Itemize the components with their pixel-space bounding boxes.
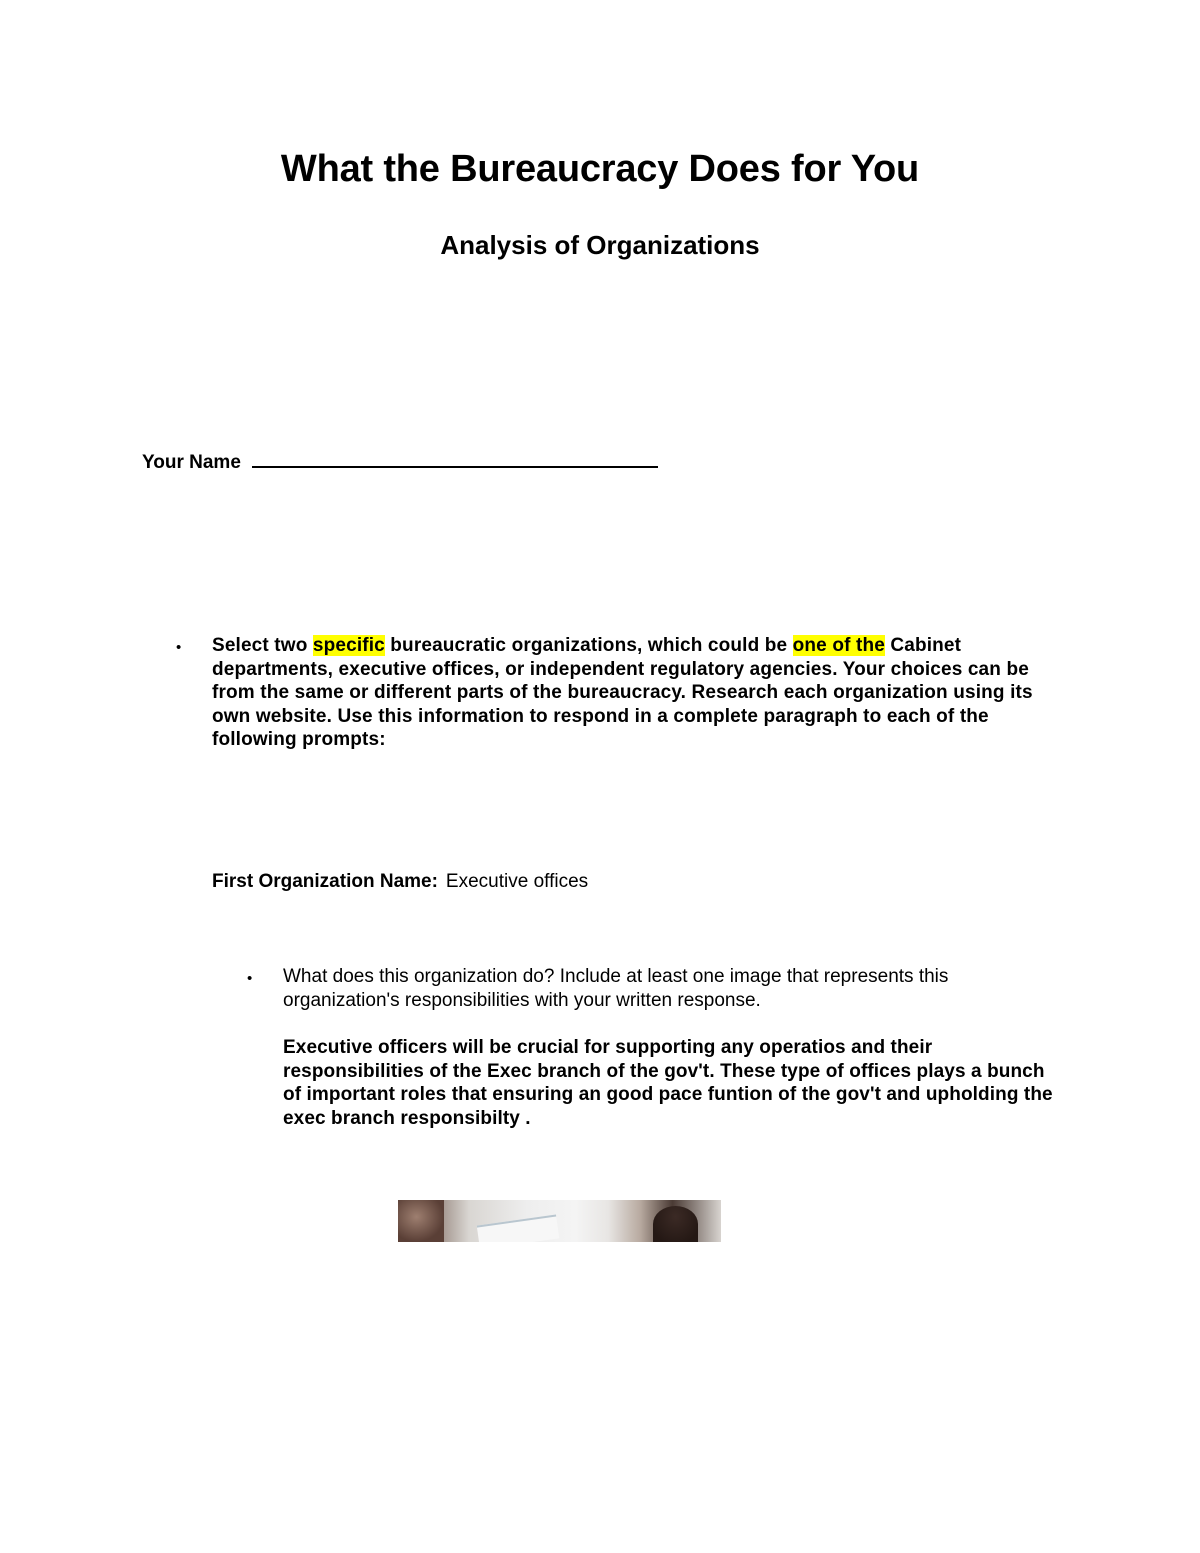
highlight-specific: specific <box>312 635 385 656</box>
document-title: What the Bureaucracy Does for You <box>280 148 920 190</box>
photo-hand-right <box>653 1206 698 1242</box>
instructions-part1: Select two <box>212 635 313 656</box>
name-label: Your Name <box>142 452 241 473</box>
name-blank-line <box>252 448 658 468</box>
photo-hand-left <box>398 1200 444 1242</box>
highlight-one-of-the: one of the <box>792 635 885 656</box>
organization-photo <box>398 1200 721 1242</box>
bullet-icon: • <box>176 639 182 656</box>
first-organization-value: Executive offices <box>445 871 589 892</box>
instructions-paragraph <box>212 634 1062 752</box>
document-subtitle: Analysis of Organizations <box>440 230 760 260</box>
instructions-part3: Cabinet departments, executive offices, or independent regulatory agencies. Your choices can be from the same or different parts of the bureaucracy. Research each organization using its own website. Use this information to respond in a complete paragraph to each of the following prompts: <box>212 635 1033 750</box>
prompt-answer: Executive officers will be crucial for supporting any operatios and their responsibilities of the Exec branch of the gov't. These type of offices plays a bunch of important roles that ensuring an good pace funtion of the gov't and upholding the exec branch responsibilty . <box>283 1037 1053 1129</box>
instructions-part2: bureaucratic organizations, which could be <box>384 635 793 656</box>
prompt-question: What does this organization do? Include at least one image that represents this organization's responsibilities with your written response. <box>283 966 949 1011</box>
first-organization-label: First Organization Name: <box>212 871 438 892</box>
first-organization <box>212 871 588 893</box>
photo-paper <box>477 1215 560 1242</box>
name-field <box>142 448 658 474</box>
bullet-icon: • <box>247 970 253 987</box>
